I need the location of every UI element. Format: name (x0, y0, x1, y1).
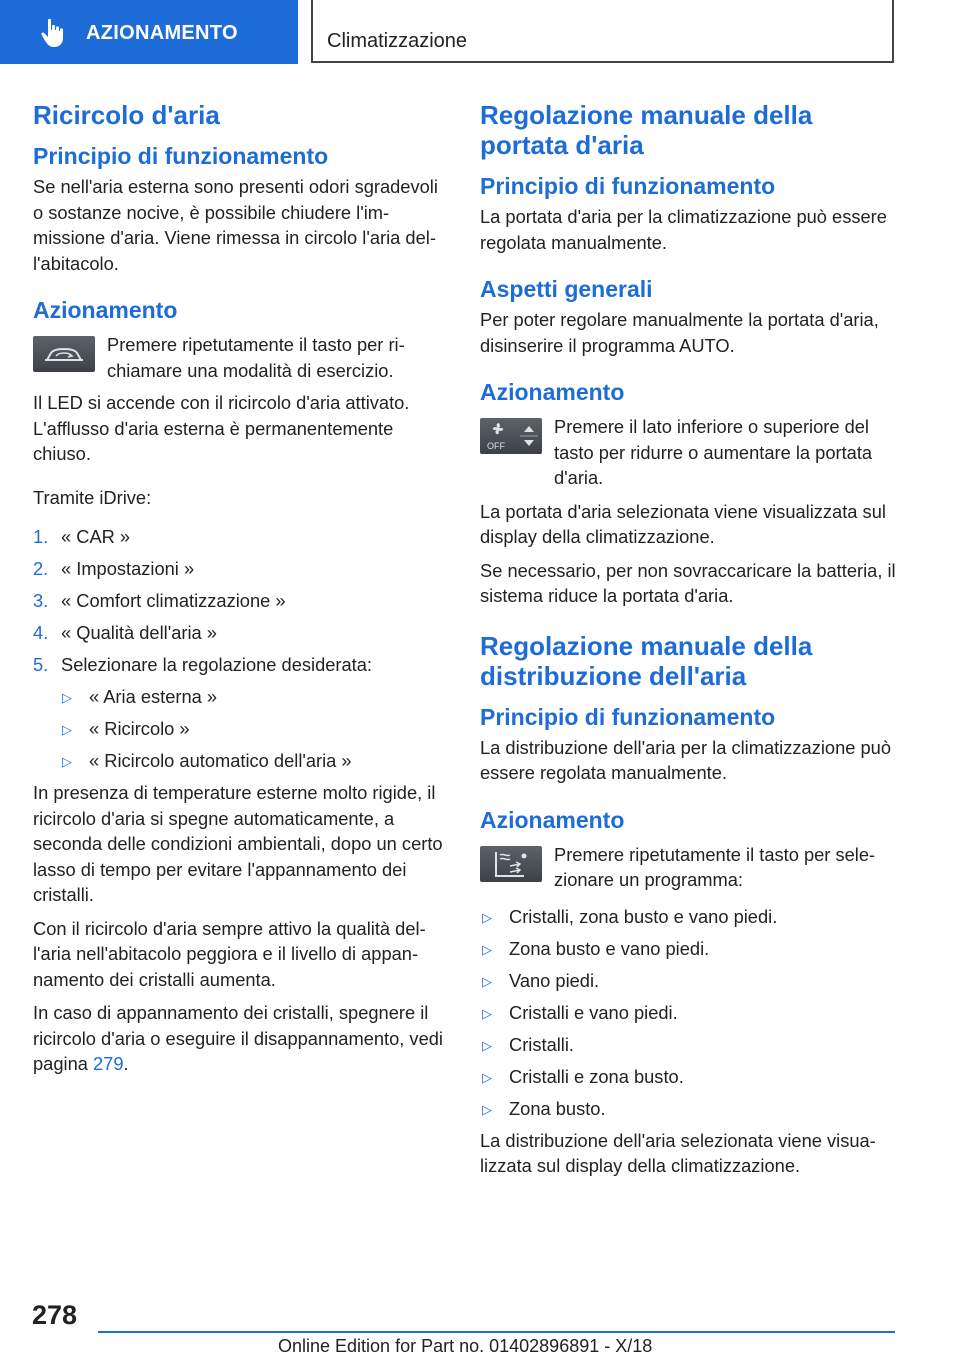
battery-text: Se necessario, per non sovraccaricare la batteria, il sistema riduce la portata d'aria. (480, 559, 896, 606)
led-text: Il LED si accende con il ricircolo d'aria attivato. L'afflusso d'aria esterna è permanentemente chiuso. (33, 392, 410, 464)
distribution-instruction (480, 842, 896, 894)
hand-pointer-icon (40, 18, 66, 48)
principio-heading: Principio di funzionamento (480, 173, 776, 199)
triangle-bullet-icon: ▷ (482, 941, 492, 957)
distribuzione-heading: Regolazione manuale della distribuzione dell'aria (480, 630, 813, 691)
air-distribution-icon (480, 846, 542, 882)
fan-button-text: Premere il lato inferiore o superiore del tasto per ridurre o aumentare la portata d'aria. (554, 416, 873, 488)
principio-text: La distribuzione dell'aria per la climatizzazione può essere regolata manualmente. (480, 736, 891, 783)
triangle-bullet-icon: ▷ (62, 754, 72, 769)
edition-footer: Online Edition for Part no. 01402896891 - X/18 (278, 1336, 653, 1356)
distribution-display-text: La distribuzione dell'aria selezionata viene visualizzata sul display della climatizzazione. (480, 1129, 876, 1176)
list-item: ▷ « Aria esterna » (33, 684, 447, 710)
air-quality-text: Con il ricircolo d'aria sempre attivo la qualità dell'aria nell'abitacolo peggiora e il livello di appannamento dei cristalli aumenta. (33, 917, 426, 990)
recirculation-car-icon (33, 336, 95, 372)
list-item: 1. « CAR » (33, 526, 131, 547)
principio-text: La portata d'aria per la climatizzazione può essere regolata manualmente. (480, 206, 887, 253)
triangle-bullet-icon: ▷ (62, 722, 72, 737)
triangle-bullet-icon: ▷ (482, 909, 492, 925)
azionamento-heading: Azionamento (33, 297, 178, 323)
list-item: ▷ Zona busto. (480, 1096, 896, 1122)
right-column (480, 100, 896, 1187)
list-item: 2. « Impostazioni » (33, 558, 195, 579)
fan-button-image (480, 418, 542, 454)
list-item: ▷ « Ricircolo automatico dell'aria » (33, 748, 447, 774)
principio-heading: Principio di funzionamento (480, 703, 776, 730)
recirculation-button-image (33, 336, 95, 372)
fan-icon (480, 418, 542, 454)
aspetti-text: Per poter regolare manualmente la portata d'aria, disinserire il programma AUTO. (480, 309, 879, 356)
list-item: ▷ Zona busto e vano piedi. (480, 936, 896, 962)
list-item: 4. « Qualità dell'aria » (33, 622, 217, 643)
page-number: 278 (32, 1300, 78, 1330)
list-item: ▷ Cristalli e zona busto. (480, 1064, 896, 1090)
triangle-bullet-icon: ▷ (482, 1005, 492, 1021)
idrive-text: Tramite iDrive: (33, 486, 152, 508)
list-item: ▷ « Ricircolo » (33, 716, 447, 742)
triangle-bullet-icon: ▷ (482, 973, 492, 989)
list-item: ▷ Cristalli, zona busto e vano piedi. (480, 904, 896, 930)
chapter-tab[interactable] (311, 0, 894, 63)
aspetti-heading: Aspetti generali (480, 276, 653, 302)
recirculation-instruction (33, 332, 447, 384)
azionamento-heading: Azionamento (480, 806, 625, 833)
triangle-bullet-icon: ▷ (482, 1069, 492, 1085)
cold-temperature-text: In presenza di temperature esterne molto rigide, il ricircolo d'aria si spegne automaticamente, a seconda delle condizioni ambientali, dopo un certo lasso di tempo per evitare l'appannamento dei cristalli. (33, 782, 443, 905)
ricircolo-heading: Ricircolo d'aria (33, 100, 220, 130)
idrive-steps (33, 524, 447, 678)
portata-display-text: La portata d'aria selezionata viene visualizzata sul display della climatizzazione. (480, 500, 886, 547)
list-item: 3. « Comfort climatizzazione » (33, 590, 286, 611)
fan-instruction (480, 414, 896, 491)
triangle-bullet-icon: ▷ (62, 690, 72, 705)
list-item: ▷ Cristalli e vano piedi. (480, 1000, 896, 1026)
page-link[interactable]: 279 (92, 1053, 124, 1074)
fogging-text: In caso di appannamento dei cristalli, spegnere il ricircolo d'aria o eseguire il disappannamento, vedi pagina 279. (33, 1002, 443, 1074)
svg-text:OFF: OFF (487, 441, 505, 451)
distribution-button-text: Premere ripetutamente il tasto per selezionare un programma: (554, 843, 876, 890)
distribution-button-image (480, 846, 542, 882)
triangle-bullet-icon: ▷ (482, 1101, 492, 1117)
azionamento-heading: Azionamento (480, 379, 625, 405)
section-tab[interactable] (0, 0, 298, 64)
list-item: ▷ Cristalli. (480, 1032, 896, 1058)
principio-text: Se nell'aria esterna sono presenti odori sgradevoli o sostanze nocive, è possibile chiudere l'immissione d'aria. Viene rimessa in circolo l'aria dell'abitacolo. (33, 176, 438, 274)
distribution-programs (480, 904, 896, 1122)
left-column (33, 100, 447, 1085)
recirculation-button-text: Premere ripetutamente il tasto per richiamare una modalità di esercizio. (107, 334, 405, 381)
footer-divider (98, 1331, 895, 1333)
recirculation-options (33, 684, 447, 774)
chapter-title: Climatizzazione (327, 30, 468, 52)
section-title: AZIONAMENTO (86, 22, 238, 44)
list-item: ▷ Vano piedi. (480, 968, 896, 994)
list-item: 5. Selezionare la regolazione desiderata: (33, 654, 372, 675)
triangle-bullet-icon: ▷ (482, 1037, 492, 1053)
portata-heading: Regolazione manuale della portata d'aria (480, 100, 813, 160)
principio-heading: Principio di funzionamento (33, 143, 329, 169)
